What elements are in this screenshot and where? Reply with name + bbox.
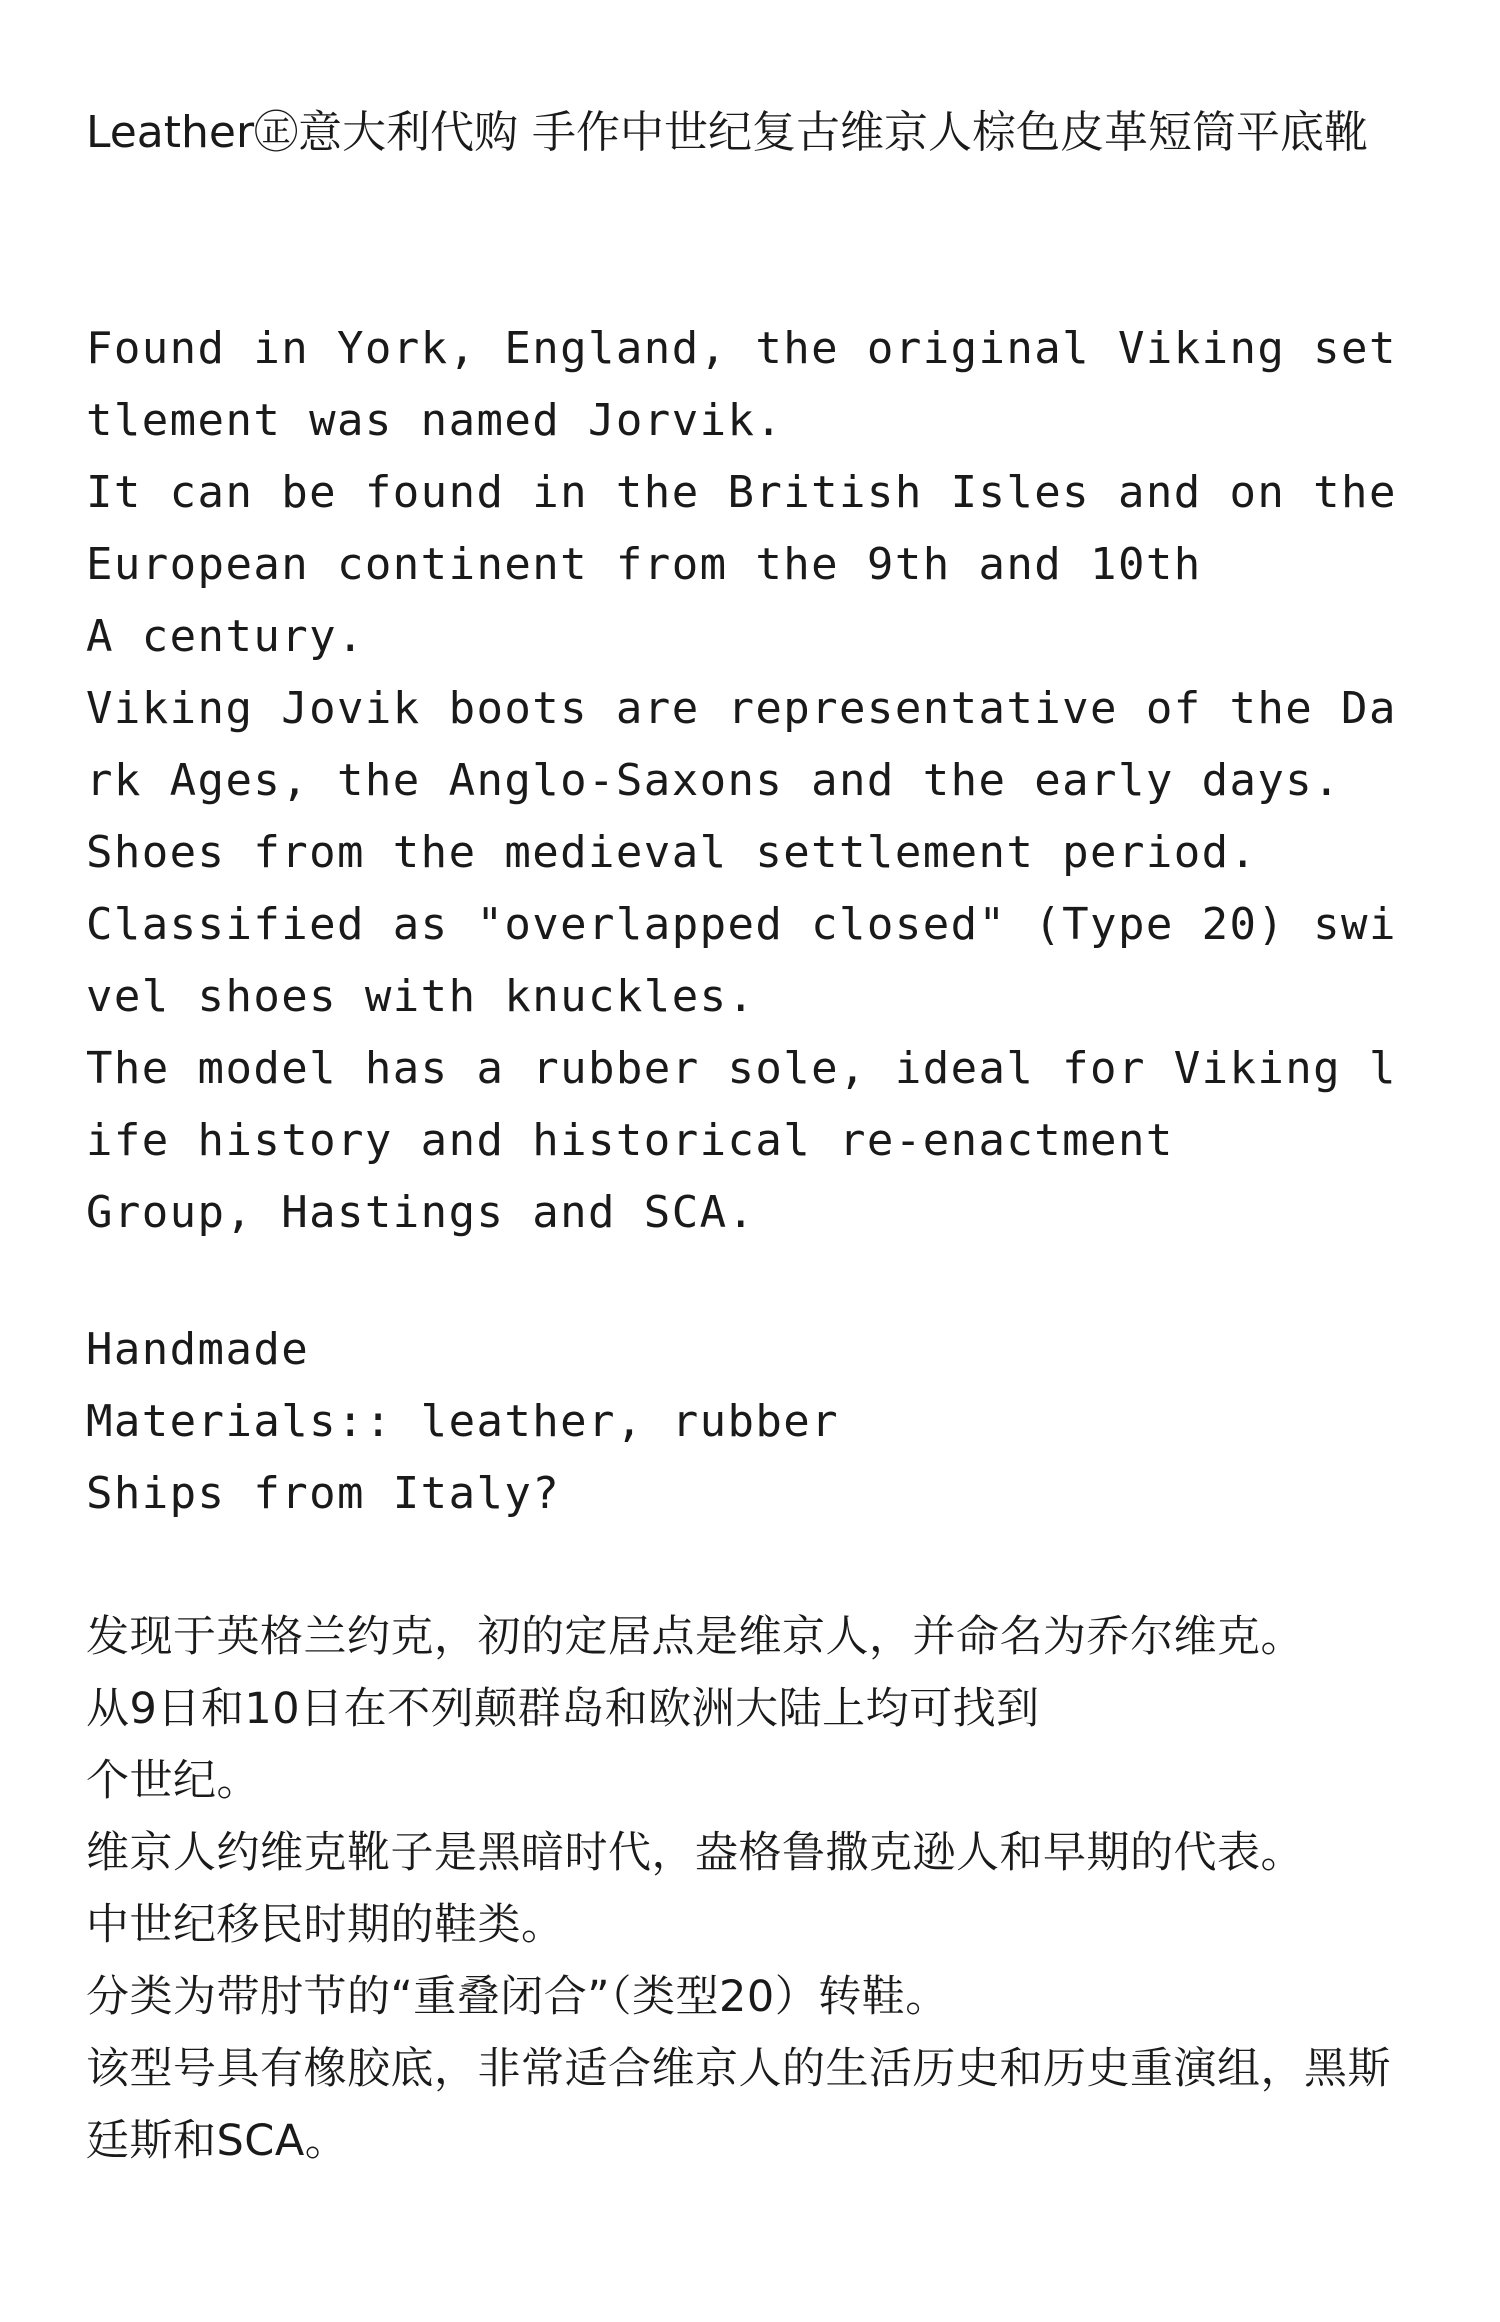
chinese-description: 发现于英格兰约克，初的定居点是维京人，并命名为乔尔维克。 从9日和10日在不列颠群岛和欧洲大陆上均可找到 个世纪。 维京人约维克靴子是黑暗时代，盎格鲁撒克逊人和早期的代表。 中世纪移民时期的鞋类。 分类为带肘节的“重叠闭合”（类型20）转鞋。 该型号具有橡胶底，非常适合维京人的生活历史和历史重演组，黑斯廷斯和SCA。: [86, 1612, 1391, 2166]
listing-title: Leather㊣意大利代购 手作中世纪复古维京人棕色皮革短筒平底靴: [86, 107, 1369, 158]
english-description: Found in York, England, the original Viking settlement was named Jorvik. It can be found in the British Isles and on the European continent from the 9th and 10th A century. Viking Jovik boots are representative of the Dark Ages, the Anglo-Saxons and the early days. Shoes from the medieval settlement period. Classified as "overlapped closed" (Type 20) swivel shoes with knuckles. The model has a rubber sole, ideal for Viking life history and historical re-enactment Group, Hastings and SCA.: [86, 323, 1397, 1238]
product-specs: Handmade Materials:: leather, rubber Ships from Italy?: [86, 1324, 840, 1519]
